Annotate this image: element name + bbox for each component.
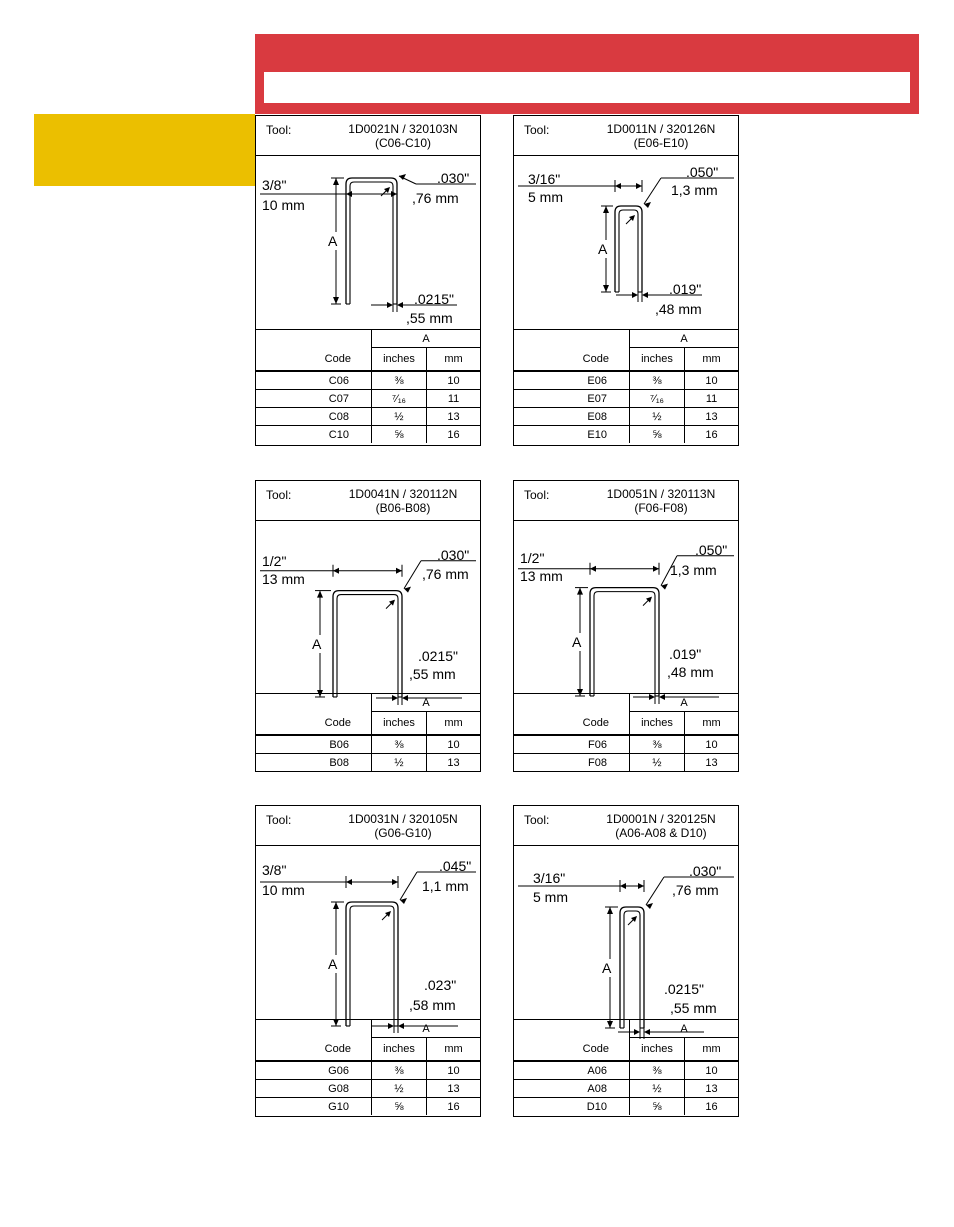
table-row <box>256 390 480 408</box>
table-cell-inches: ⁷⁄₁₆ <box>371 390 426 408</box>
leg-mm-label: ,55 mm <box>670 1000 717 1016</box>
table-cell-mm: 13 <box>427 1080 480 1098</box>
table-cell-mm: 11 <box>427 390 480 408</box>
table-code-header: Code <box>256 348 371 372</box>
leg-inches-label: .023" <box>424 977 457 993</box>
tool-label: Tool: <box>266 123 292 137</box>
width-mm-label: 5 mm <box>528 189 563 205</box>
width-arrow-right <box>391 191 397 197</box>
tool-label: Tool: <box>524 488 550 502</box>
staple-outer <box>333 591 402 697</box>
leg-mm-label: ,58 mm <box>409 997 456 1013</box>
table-cell-inches: ⅜ <box>629 735 684 754</box>
width-arrow-right <box>396 568 402 574</box>
header-title-bar <box>264 72 910 103</box>
wire-leader-diag <box>404 561 421 589</box>
leg-inches-label: .019" <box>669 281 702 297</box>
table-cell-code: G10 <box>256 1098 371 1116</box>
leg-inches-label: .019" <box>669 646 702 663</box>
table-row <box>256 1098 480 1116</box>
table-blank-cell <box>256 1020 371 1038</box>
staple-card <box>513 480 739 772</box>
wire-mm-label: ,76 mm <box>422 565 469 582</box>
table-a-header: A <box>629 1020 738 1038</box>
width-arrow-left <box>615 183 621 189</box>
table-code-header: Code <box>514 348 629 372</box>
height-arrow-top <box>333 178 339 185</box>
table-cell-mm: 16 <box>685 1098 738 1116</box>
staple-diagram <box>256 156 480 330</box>
height-a-label: A <box>572 633 582 650</box>
table-cell-inches: ½ <box>629 408 684 426</box>
table-cell-code: E06 <box>514 371 629 390</box>
table-cell-mm: 13 <box>685 1080 738 1098</box>
table-cell-code: G08 <box>256 1080 371 1098</box>
staple-diagram <box>256 521 480 694</box>
wire-mm-label: 1,3 mm <box>671 182 718 198</box>
tool-number <box>328 812 478 840</box>
table-cell-inches: ⅝ <box>629 426 684 444</box>
table-cell-code: F06 <box>514 735 629 754</box>
staple-diagram <box>514 521 738 694</box>
height-arrow-top <box>607 907 613 914</box>
table-cell-code: A08 <box>514 1080 629 1098</box>
width-mm-label: 5 mm <box>533 889 568 905</box>
width-mm-label: 13 mm <box>520 567 563 584</box>
wire-inches-label: .030" <box>689 863 722 879</box>
staple-card <box>255 115 481 446</box>
table-cell-mm: 10 <box>427 371 480 390</box>
table-cell-inches: ⅝ <box>371 426 426 444</box>
staple-card <box>513 115 739 446</box>
tool-label: Tool: <box>266 488 292 502</box>
width-inches-label: 3/16" <box>528 171 561 187</box>
table-cell-code: D10 <box>514 1098 629 1116</box>
table-blank-cell <box>256 330 371 348</box>
width-arrow-right <box>636 183 642 189</box>
table-row <box>514 390 738 408</box>
table-cell-inches: ½ <box>629 754 684 772</box>
wire-mm-label: 1,1 mm <box>422 878 469 894</box>
table-code-header: Code <box>256 1038 371 1062</box>
tool-model: 1D0001N / 320125N <box>606 812 716 826</box>
table-blank-cell <box>514 694 629 712</box>
width-arrow-right <box>392 879 398 885</box>
staple-outer <box>590 588 659 696</box>
leg-arrow-left <box>632 292 638 298</box>
card-header <box>514 806 738 846</box>
tool-codes: (C06-C10) <box>374 136 431 150</box>
tool-model: 1D0021N / 320103N <box>348 122 458 136</box>
staple-card <box>255 480 481 772</box>
table-cell-mm: 13 <box>685 754 738 772</box>
card-header <box>256 806 480 846</box>
table-code-header: Code <box>514 1038 629 1062</box>
table-blank-cell <box>514 1020 629 1038</box>
tool-number <box>586 487 736 515</box>
staple-inner <box>594 592 655 696</box>
staple-diagram <box>514 156 738 330</box>
wire-leader-diag <box>644 178 661 204</box>
table-a-header: A <box>371 694 480 712</box>
table-cell-mm: 10 <box>685 371 738 390</box>
table-cell-code: E08 <box>514 408 629 426</box>
tool-label: Tool: <box>524 813 550 827</box>
leg-mm-label: ,55 mm <box>406 310 453 326</box>
wire-inches-label: .050" <box>695 541 728 558</box>
tool-model: 1D0041N / 320112N <box>348 487 458 501</box>
table-cell-mm: 13 <box>427 408 480 426</box>
table-mm-header: mm <box>427 1038 480 1062</box>
width-inches-label: 1/2" <box>262 552 287 569</box>
table-inches-header: inches <box>629 348 684 372</box>
table-row <box>514 408 738 426</box>
tool-label: Tool: <box>524 123 550 137</box>
tool-model: 1D0011N / 320126N <box>606 122 716 136</box>
table-cell-code: C07 <box>256 390 371 408</box>
table-cell-code: A06 <box>514 1061 629 1080</box>
wire-inches-label: .050" <box>686 164 719 180</box>
height-a-label: A <box>328 233 338 249</box>
table-cell-mm: 13 <box>427 754 480 772</box>
table-row <box>514 1061 738 1080</box>
table-cell-code: C06 <box>256 371 371 390</box>
table-cell-mm: 13 <box>685 408 738 426</box>
leg-mm-label: ,48 mm <box>667 664 714 681</box>
table-row <box>256 426 480 444</box>
height-a-label: A <box>602 959 612 976</box>
table-cell-inches: ⅜ <box>371 735 426 754</box>
table-mm-header: mm <box>685 348 738 372</box>
tool-number <box>328 122 478 150</box>
width-arrow-left <box>590 566 596 572</box>
table-cell-code: C10 <box>256 426 371 444</box>
tool-model: 1D0031N / 320105N <box>348 812 458 826</box>
width-inches-label: 1/2" <box>520 549 545 566</box>
width-mm-label: 10 mm <box>262 197 305 213</box>
size-table <box>514 330 738 443</box>
width-inches-label: 3/16" <box>533 870 566 886</box>
staple-diagram <box>256 846 480 1020</box>
wire-inches-label: .045" <box>439 858 472 874</box>
tool-number <box>586 122 736 150</box>
size-table <box>256 330 480 443</box>
table-cell-code: G06 <box>256 1061 371 1080</box>
table-cell-inches: ⅜ <box>371 371 426 390</box>
leg-inches-label: .0215" <box>418 648 459 665</box>
height-arrow-bottom <box>333 297 339 304</box>
height-arrow-top <box>333 902 339 909</box>
table-inches-header: inches <box>371 1038 426 1062</box>
table-row <box>514 371 738 390</box>
height-a-label: A <box>312 635 322 652</box>
tool-codes: (E06-E10) <box>633 136 689 150</box>
size-table <box>256 1020 480 1115</box>
wire-inches-label: .030" <box>437 170 470 186</box>
table-inches-header: inches <box>629 712 684 736</box>
table-cell-inches: ½ <box>371 1080 426 1098</box>
section-tab <box>34 114 255 186</box>
table-row <box>514 754 738 772</box>
height-arrow-top <box>317 591 323 598</box>
wire-leader-diag <box>400 872 417 900</box>
staple-inner <box>619 210 638 292</box>
height-a-label: A <box>598 241 608 257</box>
table-cell-code: C08 <box>256 408 371 426</box>
table-a-header: A <box>371 330 480 348</box>
table-cell-inches: ½ <box>629 1080 684 1098</box>
table-cell-code: F08 <box>514 754 629 772</box>
staple-card <box>255 805 481 1117</box>
card-header <box>514 481 738 521</box>
width-arrow-right <box>638 883 644 889</box>
leg-inches-label: .0215" <box>664 981 705 997</box>
table-cell-mm: 16 <box>427 1098 480 1116</box>
size-table <box>256 694 480 771</box>
table-cell-mm: 10 <box>427 735 480 754</box>
table-row <box>256 408 480 426</box>
table-cell-mm: 16 <box>685 426 738 444</box>
tool-number <box>328 487 478 515</box>
leg-mm-label: ,48 mm <box>655 301 702 317</box>
width-inches-label: 3/8" <box>262 862 287 878</box>
staple-inner <box>624 911 640 1028</box>
width-mm-label: 10 mm <box>262 882 305 898</box>
table-cell-inches: ⅝ <box>371 1098 426 1116</box>
table-cell-code: E07 <box>514 390 629 408</box>
tool-model: 1D0051N / 320113N <box>606 487 716 501</box>
table-cell-code: B06 <box>256 735 371 754</box>
leg-mm-label: ,55 mm <box>409 666 456 683</box>
tool-codes: (A06-A08 & D10) <box>615 826 707 840</box>
table-row <box>256 371 480 390</box>
tool-codes: (B06-B08) <box>375 501 431 515</box>
height-arrow-top <box>577 588 583 595</box>
card-header <box>256 116 480 156</box>
table-cell-mm: 10 <box>427 1061 480 1080</box>
table-cell-inches: ⅜ <box>629 371 684 390</box>
table-row <box>514 735 738 754</box>
table-a-header: A <box>629 330 738 348</box>
leg-inches-label: .0215" <box>414 291 455 307</box>
size-table <box>514 1020 738 1115</box>
table-mm-header: mm <box>685 712 738 736</box>
table-cell-inches: ½ <box>371 754 426 772</box>
table-inches-header: inches <box>371 712 426 736</box>
staple-inner <box>337 595 398 697</box>
width-inches-label: 3/8" <box>262 177 287 193</box>
table-cell-inches: ⅜ <box>629 1061 684 1080</box>
width-arrow-left <box>346 191 352 197</box>
leg-arrow-right <box>397 302 403 308</box>
width-arrow-right <box>653 566 659 572</box>
table-a-header: A <box>629 694 738 712</box>
table-mm-header: mm <box>685 1038 738 1062</box>
tool-number <box>586 812 736 840</box>
table-code-header: Code <box>256 712 371 736</box>
table-cell-code: B08 <box>256 754 371 772</box>
table-cell-code: E10 <box>514 426 629 444</box>
height-arrow-bottom <box>603 285 609 292</box>
table-blank-cell <box>256 694 371 712</box>
height-a-label: A <box>328 956 338 972</box>
size-table <box>514 694 738 771</box>
tool-codes: (G06-G10) <box>374 826 432 840</box>
width-arrow-left <box>333 568 339 574</box>
table-mm-header: mm <box>427 348 480 372</box>
table-cell-inches: ⅝ <box>629 1098 684 1116</box>
table-inches-header: inches <box>371 348 426 372</box>
table-cell-inches: ⅜ <box>371 1061 426 1080</box>
wire-leader-diag <box>646 877 664 905</box>
table-cell-inches: ⁷⁄₁₆ <box>629 390 684 408</box>
staple-outer <box>346 178 397 304</box>
table-cell-mm: 10 <box>685 1061 738 1080</box>
width-mm-label: 13 mm <box>262 570 305 587</box>
table-code-header: Code <box>514 712 629 736</box>
wire-mm-label: 1,3 mm <box>670 561 717 578</box>
staple-diagram <box>514 846 738 1020</box>
width-arrow-left <box>620 883 626 889</box>
table-row <box>514 426 738 444</box>
table-row <box>514 1098 738 1116</box>
wire-mm-label: ,76 mm <box>672 882 719 898</box>
table-mm-header: mm <box>427 712 480 736</box>
staple-inner <box>350 182 393 304</box>
staple-card <box>513 805 739 1117</box>
table-cell-mm: 16 <box>427 426 480 444</box>
table-inches-header: inches <box>629 1038 684 1062</box>
table-cell-mm: 10 <box>685 735 738 754</box>
table-cell-mm: 11 <box>685 390 738 408</box>
table-a-header: A <box>371 1020 480 1038</box>
wire-inches-label: .030" <box>437 546 470 563</box>
height-arrow-top <box>603 206 609 213</box>
wire-mm-label: ,76 mm <box>412 190 459 206</box>
table-cell-inches: ½ <box>371 408 426 426</box>
table-row <box>256 735 480 754</box>
card-header <box>256 481 480 521</box>
table-row <box>256 754 480 772</box>
leg-arrow-left <box>387 302 393 308</box>
table-row <box>256 1061 480 1080</box>
table-blank-cell <box>514 330 629 348</box>
staple-inner <box>350 906 394 1026</box>
leg-arrow-right <box>642 292 648 298</box>
table-row <box>256 1080 480 1098</box>
card-header <box>514 116 738 156</box>
width-arrow-left <box>346 879 352 885</box>
staple-outer <box>346 902 398 1026</box>
tool-label: Tool: <box>266 813 292 827</box>
tool-codes: (F06-F08) <box>634 501 688 515</box>
table-row <box>514 1080 738 1098</box>
